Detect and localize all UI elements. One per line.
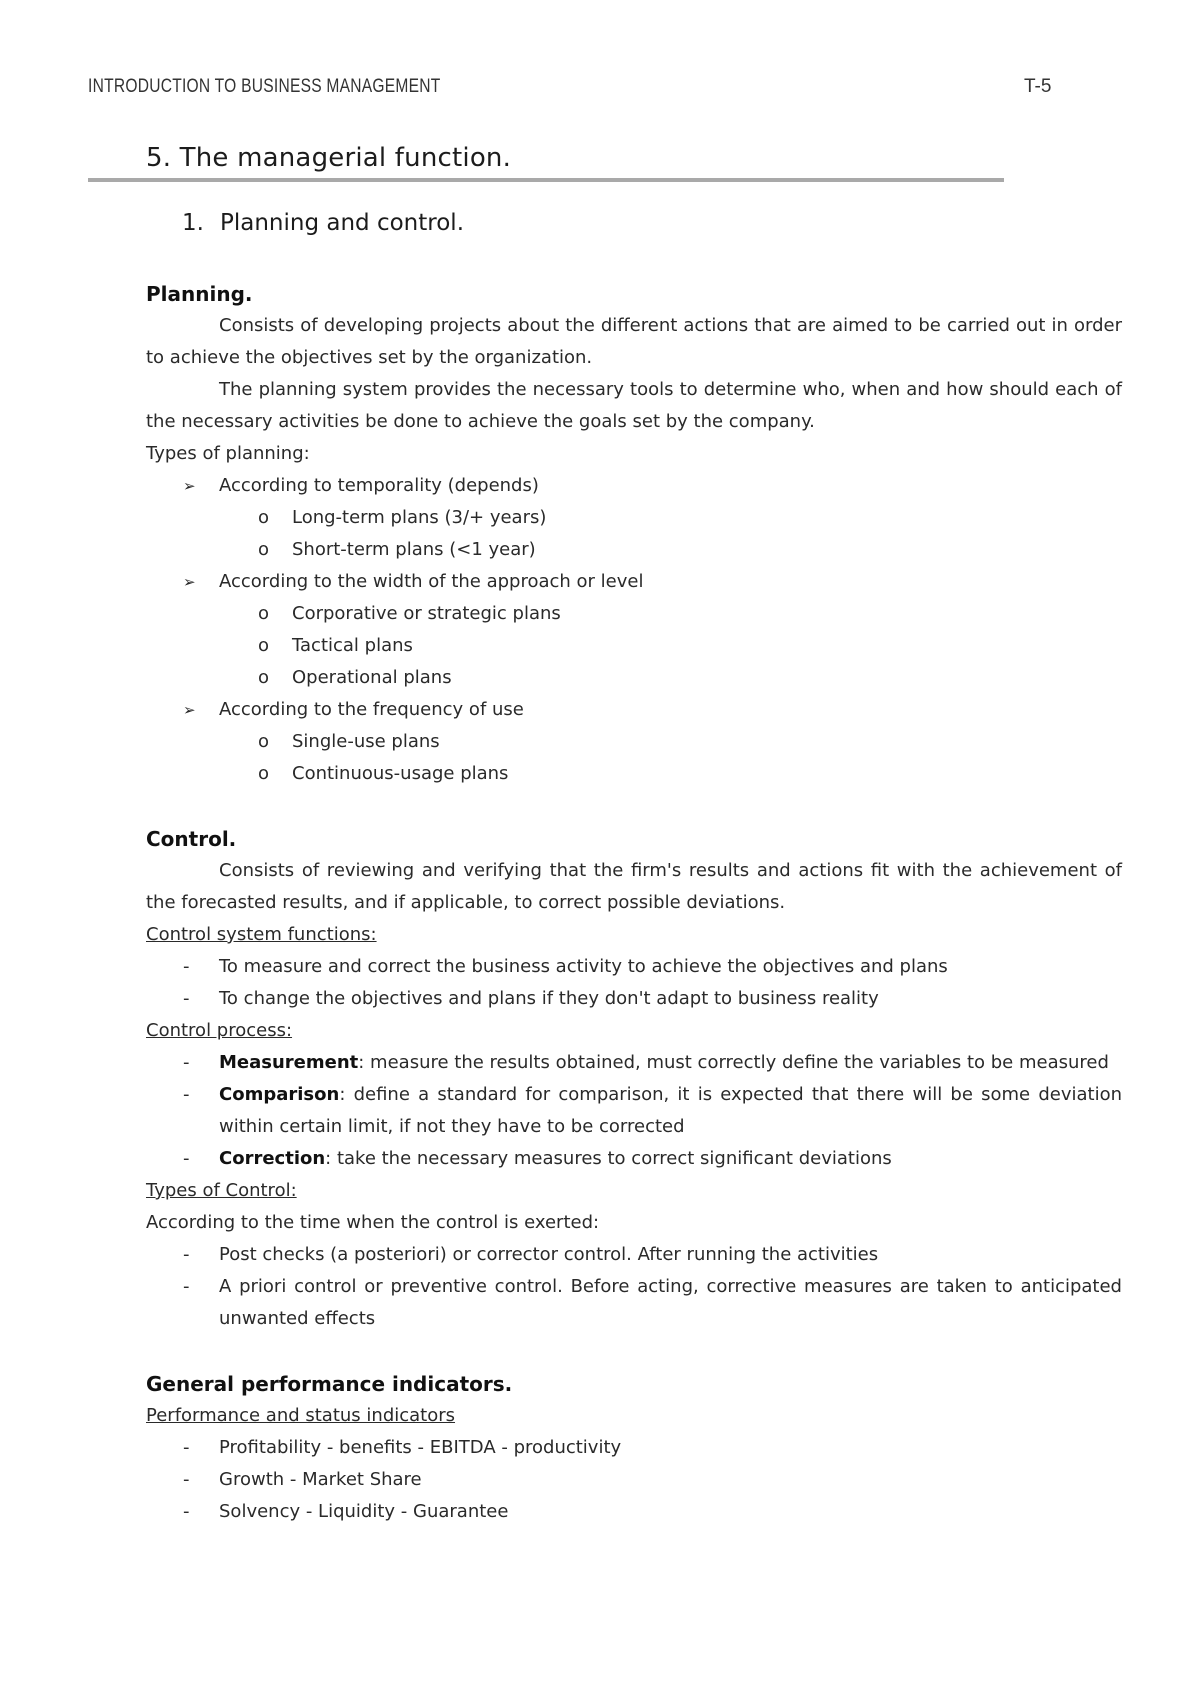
document-body [146,278,1122,1528]
circle-bullet-icon: o [258,635,270,656]
dash-bullet-icon: - [183,956,190,977]
section-title [182,210,464,236]
list-item: o Operational plans [146,662,1122,694]
circle-bullet-icon: o [258,667,270,688]
chapter-title: 5. The managerial function. [146,143,512,173]
list-item: ➢ According to the width of the approach or level [146,566,1122,598]
planning-paragraph-2: The planning system provides the necessary tools to determine who, when and how should each of the necessary activities be done to achieve the goals set by the company. [146,379,1122,432]
list-item: o Short-term plans (<1 year) [146,534,1122,566]
circle-bullet-icon: o [258,603,270,624]
title-underline [88,178,1004,182]
list-item: - Post checks (a posteriori) or corrector control. After running the activities [146,1239,1122,1271]
dash-bullet-icon: - [183,1148,190,1169]
page-label: T-5 [1024,76,1052,97]
list-item: - Comparison: define a standard for comparison, it is expected that there will be some deviation within certain limit, if not they have to be corrected [146,1079,1122,1143]
control-paragraph: Consists of reviewing and verifying that the firm's results and actions fit with the achievement of the forecasted results, and if applicable, to correct possible deviations. [146,860,1122,913]
list-item: - Growth - Market Share [146,1464,1122,1496]
circle-bullet-icon: o [258,731,270,752]
dash-bullet-icon: - [183,1501,190,1522]
arrow-bullet-icon: ➢ [183,573,196,591]
planning-heading: Planning. [146,282,253,306]
control-types-intro: According to the time when the control is exerted: [146,1212,600,1233]
indicators-label: Performance and status indicators [146,1405,456,1426]
spacer [146,1335,1122,1368]
running-header: INTRODUCTION TO BUSINESS MANAGEMENT [88,76,441,97]
section-title-text: Planning and control. [220,210,465,236]
control-functions-label: Control system functions: [146,924,377,945]
list-item: - To measure and correct the business activity to achieve the objectives and plans [146,951,1122,983]
list-item: o Corporative or strategic plans [146,598,1122,630]
section-number: 1. [182,210,204,236]
circle-bullet-icon: o [258,763,270,784]
planning-paragraph-1: Consists of developing projects about the different actions that are aimed to be carried out in order to achieve the objectives set by the organization. [146,315,1122,368]
list-item: o Continuous-usage plans [146,758,1122,790]
control-types-label: Types of Control: [146,1180,297,1201]
planning-types-label: Types of planning: [146,443,310,464]
list-item: o Tactical plans [146,630,1122,662]
dash-bullet-icon: - [183,1084,190,1105]
dash-bullet-icon: - [183,1469,190,1490]
dash-bullet-icon: - [183,1437,190,1458]
indicators-heading: General performance indicators. [146,1372,513,1396]
dash-bullet-icon: - [183,988,190,1009]
list-item: ➢ According to the frequency of use [146,694,1122,726]
list-item: - To change the objectives and plans if they don't adapt to business reality [146,983,1122,1015]
list-item: o Single-use plans [146,726,1122,758]
circle-bullet-icon: o [258,539,270,560]
arrow-bullet-icon: ➢ [183,701,196,719]
list-item: - A priori control or preventive control. Before acting, corrective measures are taken to anticipated unwanted effects [146,1271,1122,1335]
list-item: - Profitability - benefits - EBITDA - productivity [146,1432,1122,1464]
control-process-label: Control process: [146,1020,293,1041]
dash-bullet-icon: - [183,1244,190,1265]
list-item: - Solvency - Liquidity - Guarantee [146,1496,1122,1528]
arrow-bullet-icon: ➢ [183,477,196,495]
dash-bullet-icon: - [183,1276,190,1297]
list-item: ➢ According to temporality (depends) [146,470,1122,502]
spacer [146,790,1122,823]
list-item: o Long-term plans (3/+ years) [146,502,1122,534]
circle-bullet-icon: o [258,507,270,528]
list-item: - Measurement: measure the results obtained, must correctly define the variables to be measured [146,1047,1122,1079]
dash-bullet-icon: - [183,1052,190,1073]
control-heading: Control. [146,827,237,851]
list-item: - Correction: take the necessary measures to correct significant deviations [146,1143,1122,1175]
